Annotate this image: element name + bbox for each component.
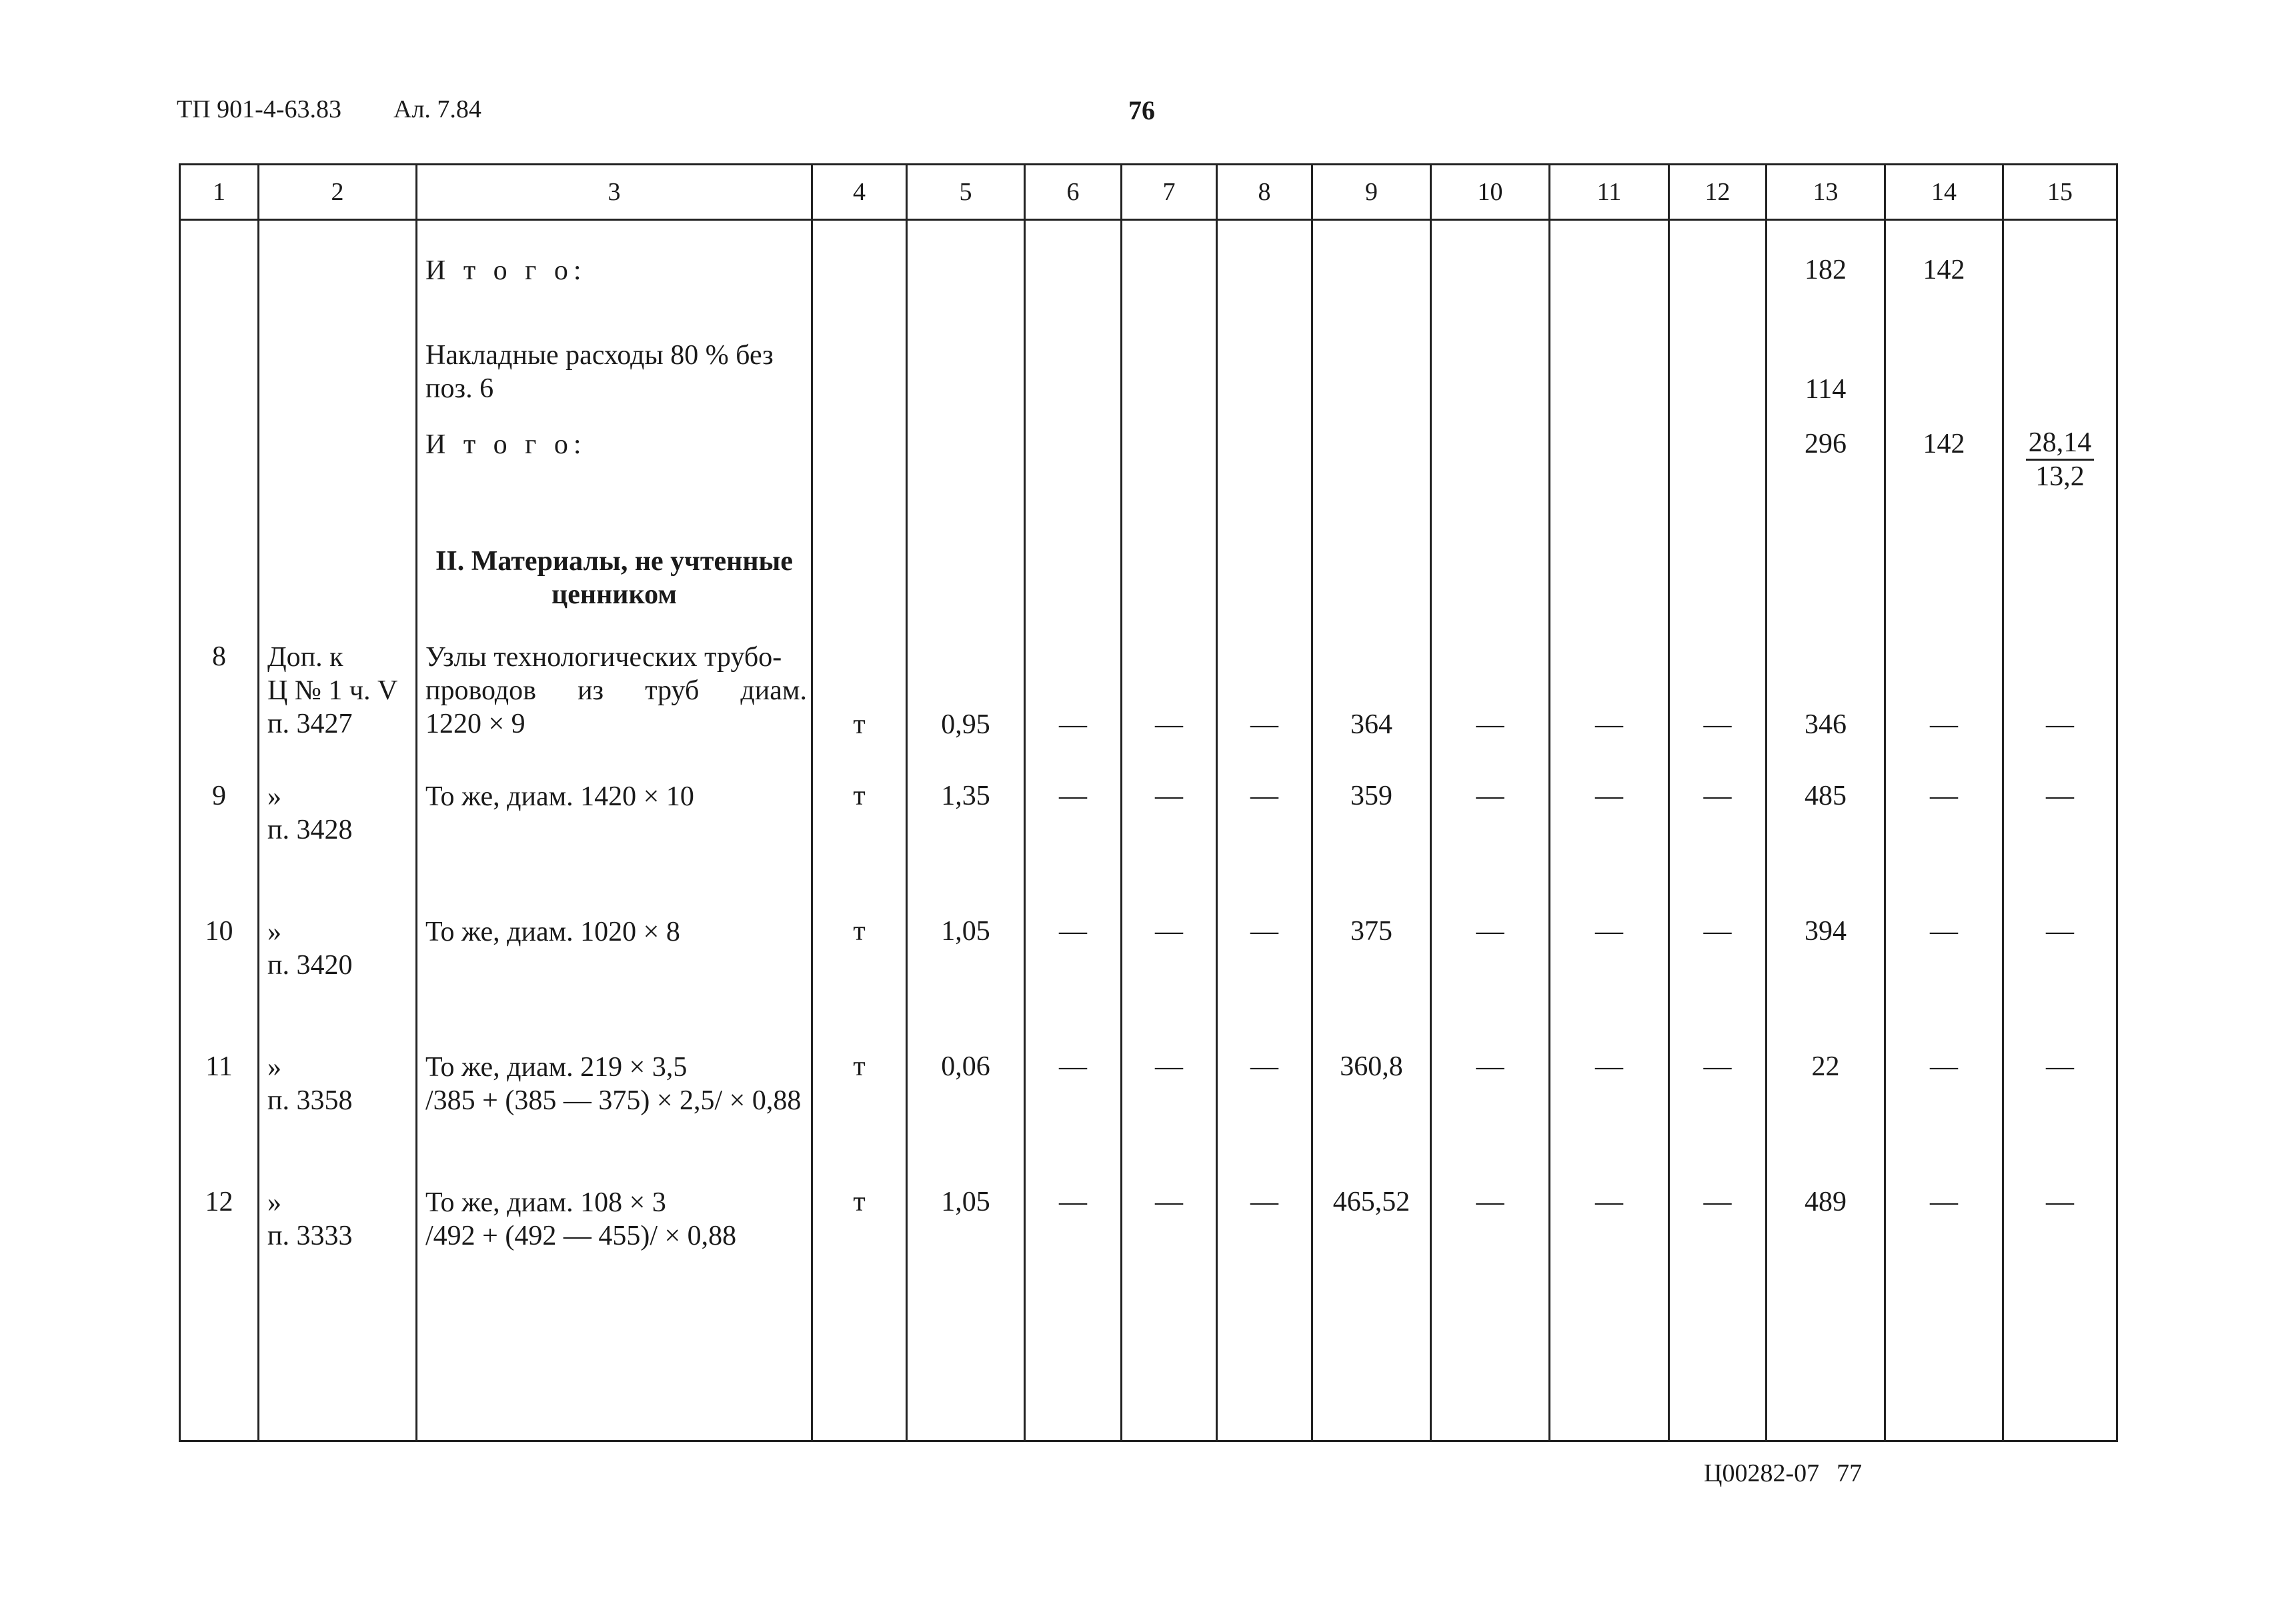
total-row [180, 220, 2117, 320]
item-description-line: То же, диам. 108 × 3 [425, 1187, 666, 1218]
dash: — [1122, 907, 1217, 1043]
total-col13: 182 [1767, 220, 1885, 320]
unit-price: 375 [1312, 907, 1431, 1043]
price-reference-line: Ц № 1 ч. V [267, 675, 398, 706]
dash: — [1431, 1178, 1550, 1441]
footer-number: 77 [1837, 1459, 1863, 1487]
total-col15-fraction [2003, 420, 2117, 537]
dash: — [1550, 772, 1669, 907]
price-reference-line: п. 3420 [267, 949, 353, 981]
quantity: 1,35 [907, 772, 1025, 907]
overhead-row [180, 320, 2117, 420]
unit-price: 465,52 [1312, 1178, 1431, 1441]
item-description-line: То же, диам. 1020 × 8 [425, 916, 680, 947]
dash: — [1431, 907, 1550, 1043]
dash: — [1025, 1043, 1122, 1178]
dash: — [1885, 907, 2003, 1043]
table-row [180, 772, 2117, 907]
price-reference-line: » [267, 916, 281, 947]
dash: — [1550, 907, 1669, 1043]
quantity: 0,95 [907, 635, 1025, 772]
row-number: 9 [180, 772, 259, 907]
row-number: 8 [180, 635, 259, 772]
dash: — [1885, 772, 2003, 907]
footer-code: Ц00282-07 [1704, 1459, 1820, 1487]
dash: — [1122, 1178, 1217, 1441]
item-description [417, 907, 812, 1043]
dash: — [1885, 635, 2003, 772]
item-description [417, 1178, 812, 1441]
column-number: 6 [1025, 165, 1122, 220]
column-number: 5 [907, 165, 1025, 220]
document-code: ТП 901-4-63.83 [177, 95, 341, 123]
item-description-line: То же, диам. 1420 × 10 [425, 781, 694, 812]
overhead-col13: 114 [1767, 320, 1885, 420]
column-number: 15 [2003, 165, 2117, 220]
dash: — [1669, 635, 1767, 772]
dash: — [2003, 1043, 2117, 1178]
table-row [180, 1043, 2117, 1178]
fraction-denominator: 13,2 [2035, 461, 2085, 492]
item-description [417, 635, 812, 772]
unit: т [812, 635, 907, 772]
column-number-row [180, 165, 2117, 220]
price-reference-line: п. 3358 [267, 1085, 353, 1116]
item-description-line: проводов из труб диам. [425, 675, 807, 706]
dash: — [1217, 635, 1312, 772]
price-reference [259, 907, 417, 1043]
dash: — [1669, 1178, 1767, 1441]
price-reference [259, 1178, 417, 1441]
dash: — [2003, 772, 2117, 907]
dash: — [1885, 1043, 2003, 1178]
item-description [417, 1043, 812, 1178]
column-number: 8 [1217, 165, 1312, 220]
item-description-line: /385 + (385 — 375) × 2,5/ × 0,88 [425, 1085, 802, 1116]
item-description-line: /492 + (492 — 455)/ × 0,88 [425, 1220, 737, 1251]
dash: — [1217, 772, 1312, 907]
item-description-line: То же, диам. 219 × 3,5 [425, 1051, 688, 1083]
dash: — [1669, 1043, 1767, 1178]
price-reference [259, 1043, 417, 1178]
fraction-numerator: 28,14 [2026, 427, 2095, 461]
column-number: 7 [1122, 165, 1217, 220]
price-reference-line: п. 3428 [267, 814, 353, 845]
row-number: 11 [180, 1043, 259, 1178]
overhead-label-line: Накладные расходы 80 % без [425, 339, 774, 371]
dash: — [1217, 1043, 1312, 1178]
column-number: 10 [1431, 165, 1550, 220]
dash: — [1122, 635, 1217, 772]
total-cost: 346 [1767, 635, 1885, 772]
price-reference-line: п. 3427 [267, 709, 353, 740]
dash: — [1550, 635, 1669, 772]
column-number: 11 [1550, 165, 1669, 220]
dash: — [2003, 635, 2117, 772]
dash: — [1025, 1178, 1122, 1441]
table-row [180, 1178, 2117, 1441]
total-label: И т о г о: [417, 220, 812, 320]
price-reference-line: » [267, 1187, 281, 1218]
column-number: 1 [180, 165, 259, 220]
total-row [180, 420, 2117, 537]
column-number: 4 [812, 165, 907, 220]
item-description-line: Узлы технологических трубо- [425, 641, 782, 673]
dash: — [1217, 1178, 1312, 1441]
dash: — [2003, 907, 2117, 1043]
unit-price: 359 [1312, 772, 1431, 907]
dash: — [1431, 635, 1550, 772]
dash: — [1885, 1178, 2003, 1441]
unit: т [812, 1043, 907, 1178]
item-description-line: 1220 × 9 [425, 709, 525, 740]
price-reference-line: » [267, 781, 281, 812]
total-col13: 296 [1767, 420, 1885, 537]
page-number: 76 [1128, 95, 1155, 125]
column-number: 2 [259, 165, 417, 220]
dash: — [1431, 772, 1550, 907]
item-description [417, 772, 812, 907]
total-col14: 142 [1885, 420, 2003, 537]
column-number: 9 [1312, 165, 1431, 220]
row-number: 12 [180, 1178, 259, 1441]
table-row [180, 907, 2117, 1043]
total-cost: 394 [1767, 907, 1885, 1043]
dash: — [1025, 635, 1122, 772]
section-title-row [180, 537, 2117, 635]
total-label: И т о г о: [417, 420, 812, 537]
section-title-line: II. Материалы, не учтенные [435, 545, 793, 577]
unit: т [812, 1178, 907, 1441]
overhead-label [417, 320, 812, 420]
table-row [180, 635, 2117, 772]
dash: — [1122, 1043, 1217, 1178]
price-reference [259, 635, 417, 772]
price-reference [259, 772, 417, 907]
total-col14: 142 [1885, 220, 2003, 320]
estimate-table [179, 163, 2118, 1442]
column-number: 13 [1767, 165, 1885, 220]
price-reference-line: п. 3333 [267, 1220, 353, 1251]
dash: — [1025, 907, 1122, 1043]
column-number: 3 [417, 165, 812, 220]
total-cost: 485 [1767, 772, 1885, 907]
dash: — [1550, 1043, 1669, 1178]
dash: — [1217, 907, 1312, 1043]
overhead-label-line: поз. 6 [425, 373, 494, 404]
dash: — [1431, 1043, 1550, 1178]
dash: — [2003, 1178, 2117, 1441]
price-reference-line: » [267, 1051, 281, 1083]
unit-price: 360,8 [1312, 1043, 1431, 1178]
price-reference-line: Доп. к [267, 641, 343, 673]
section-title [417, 537, 812, 635]
total-cost: 489 [1767, 1178, 1885, 1441]
unit: т [812, 772, 907, 907]
footer [1704, 1459, 1862, 1488]
quantity: 1,05 [907, 907, 1025, 1043]
unit-price: 364 [1312, 635, 1431, 772]
column-number: 12 [1669, 165, 1767, 220]
quantity: 0,06 [907, 1043, 1025, 1178]
column-number: 14 [1885, 165, 2003, 220]
dash: — [1669, 907, 1767, 1043]
dash: — [1669, 772, 1767, 907]
dash: — [1550, 1178, 1669, 1441]
quantity: 1,05 [907, 1178, 1025, 1441]
dash: — [1025, 772, 1122, 907]
unit: т [812, 907, 907, 1043]
section-title-line: ценником [551, 579, 677, 610]
total-cost: 22 [1767, 1043, 1885, 1178]
row-number: 10 [180, 907, 259, 1043]
album-number: Ал. 7.84 [393, 95, 481, 123]
dash: — [1122, 772, 1217, 907]
